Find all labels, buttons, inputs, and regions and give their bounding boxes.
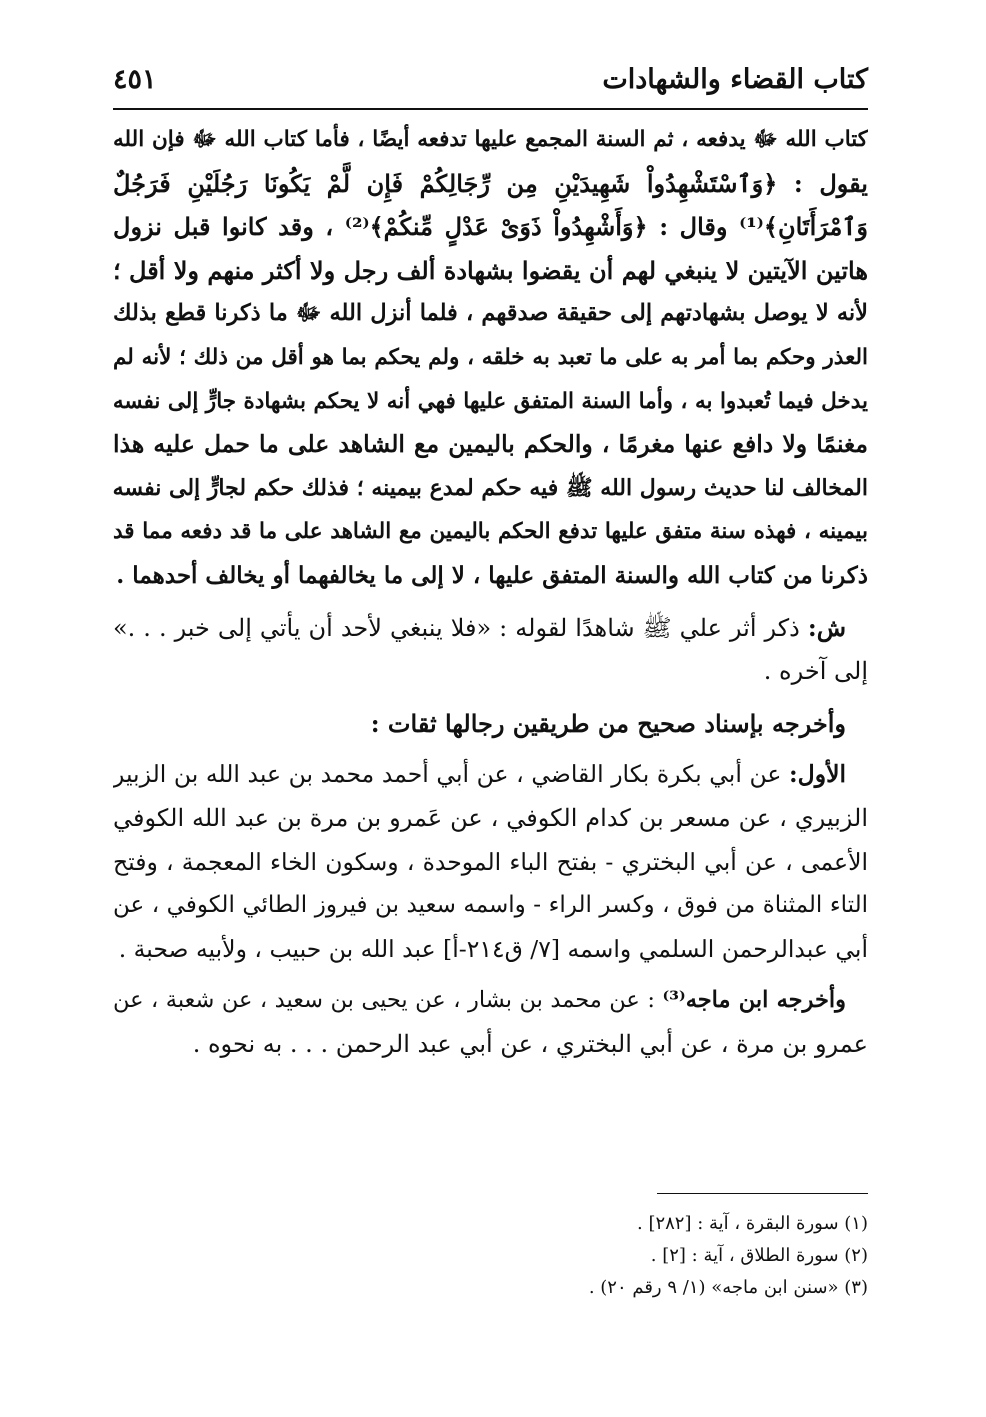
text-line: بيمينه ، فهذه سنة متفق عليها تدفع الحكم باليمين مع الشاهد على ما قد دفعه مما قد <box>113 519 868 545</box>
paragraph-commentary <box>113 606 868 694</box>
commentary-label: ش: <box>807 612 846 642</box>
text-line: يدخل فيما تُعبدوا به ، وأما السنة المتفق عليها فهي أنه لا يحكم بشهادة جارٍّ إلى نفسه <box>113 388 868 414</box>
commentary-text: ذكر أثر علي ﷺ شاهدًا لقوله : «فلا ينبغي لأحد أن يأتي إلى خبر . . .» <box>113 613 808 642</box>
text-line: إلى آخره . <box>763 657 868 686</box>
heading-line: وأخرجه بإسناد صحيح من طريقين رجالها ثقات : <box>370 708 846 738</box>
ibn-majah-text: : عن محمد بن بشار ، عن يحيى بن سعيد ، عن شعبة ، عن <box>113 987 663 1014</box>
footnote-2: (٢) سورة الطلاق ، آية : [٢] . <box>650 1245 868 1266</box>
paragraph-first-chain <box>113 753 868 971</box>
text-line: المخالف لنا حديث رسول الله ﷺ فيه حكم لمدع بيمينه ؛ فذلك حكم لجارٍّ إلى نفسه <box>113 474 868 501</box>
page-number: ٤٥١ <box>113 64 157 95</box>
text-line: وَٱمْرَأَتَانِ﴾⁽¹⁾ وقال : ﴿وَأَشْهِدُواْ ذَوَىْ عَدْلٍ مِّنكُمْ﴾⁽²⁾ ، وقد كانوا قبل نزول <box>113 212 868 242</box>
text-line <box>113 606 868 651</box>
paragraph-ibn-majah <box>113 979 868 1066</box>
footnote-3: (٣) «سنن ابن ماجه» (١/ ٩ رقم ٢٠) . <box>588 1277 868 1298</box>
first-chain-label: الأول: <box>788 760 847 789</box>
text-line: الأعمى ، عن أبي البختري - بفتح الباء الموحدة ، وسكون الخاء المعجمة ، وفتح <box>113 847 868 876</box>
text-line: العذر وحكم بما أمر به على ما تعبد به خلقه ، ولم يحكم بما هو أقل من ذلك ؛ لأنه لم <box>113 344 868 370</box>
text-line: التاء المثناة من فوق ، وكسر الراء - واسمه سعيد بن فيروز الطائي الكوفي ، عن <box>113 892 868 919</box>
text-line: أبي عبدالرحمن السلمي واسمه [٧/ ق٢١٤-أ] عبد الله بن حبيب ، ولأبيه صحبة . <box>118 934 868 963</box>
text-line: عمرو بن مرة ، عن أبي البختري ، عن أبي عبد الرحمن . . . به نحوه . <box>192 1029 868 1058</box>
text-line: يقول : ﴿وَٱسْتَشْهِدُواْ شَهِيدَيْنِ مِن رِّجَالِكُمْ فَإِن لَّمْ يَكُونَا رَجُلَيْنِ فَرَجُلٌ <box>113 168 868 198</box>
text-line: الزبيري ، عن مسعر بن كدام الكوفي ، عن عَمرو بن مرة بن عبد الله الكوفي <box>113 803 868 832</box>
text-line: لأنه لا يوصل بشهادتهم إلى حقيقة صدقهم ، فلما أنزل الله ﷻ ما ذكرنا قطع بذلك <box>113 300 868 327</box>
text-line: كتاب الله ﷻ يدفعه ، ثم السنة المجمع عليها تدفعه أيضًا ، فأما كتاب الله ﷻ فإن الله <box>113 127 868 152</box>
footnote-1: (١) سورة البقرة ، آية : [٢٨٢] . <box>637 1213 868 1234</box>
page-header <box>113 60 868 104</box>
text-line: هاتين الآيتين لا ينبغي لهم أن يقضوا بشهادة ألف رجل ولا أكثر منهم ولا أقل ؛ <box>113 255 868 285</box>
section-heading <box>113 702 868 746</box>
running-title: كتاب القضاء والشهادات <box>602 64 868 95</box>
text-line: ذكرنا من كتاب الله والسنة المتفق عليها ، لا إلى ما يخالفهما أو يخالف أحدهما . <box>116 561 868 589</box>
text-line: مغنمًا ولا دافع عنها مغرمًا ، والحكم باليمين مع الشاهد على ما حمل عليه هذا <box>113 430 868 459</box>
text-line <box>113 979 868 1023</box>
first-chain-text: عن أبي بكرة بكار القاضي ، عن أبي أحمد محمد بن عبد الله بن الزبير <box>113 760 789 789</box>
paragraph-quran-argument <box>113 118 868 598</box>
header-divider <box>113 108 868 110</box>
footnotes <box>500 1208 868 1304</box>
footnote-divider <box>657 1193 868 1194</box>
ibn-majah-label: وأخرجه ابن ماجه⁽³⁾ <box>662 987 846 1014</box>
body-text <box>113 118 868 1066</box>
text-line <box>113 753 868 797</box>
